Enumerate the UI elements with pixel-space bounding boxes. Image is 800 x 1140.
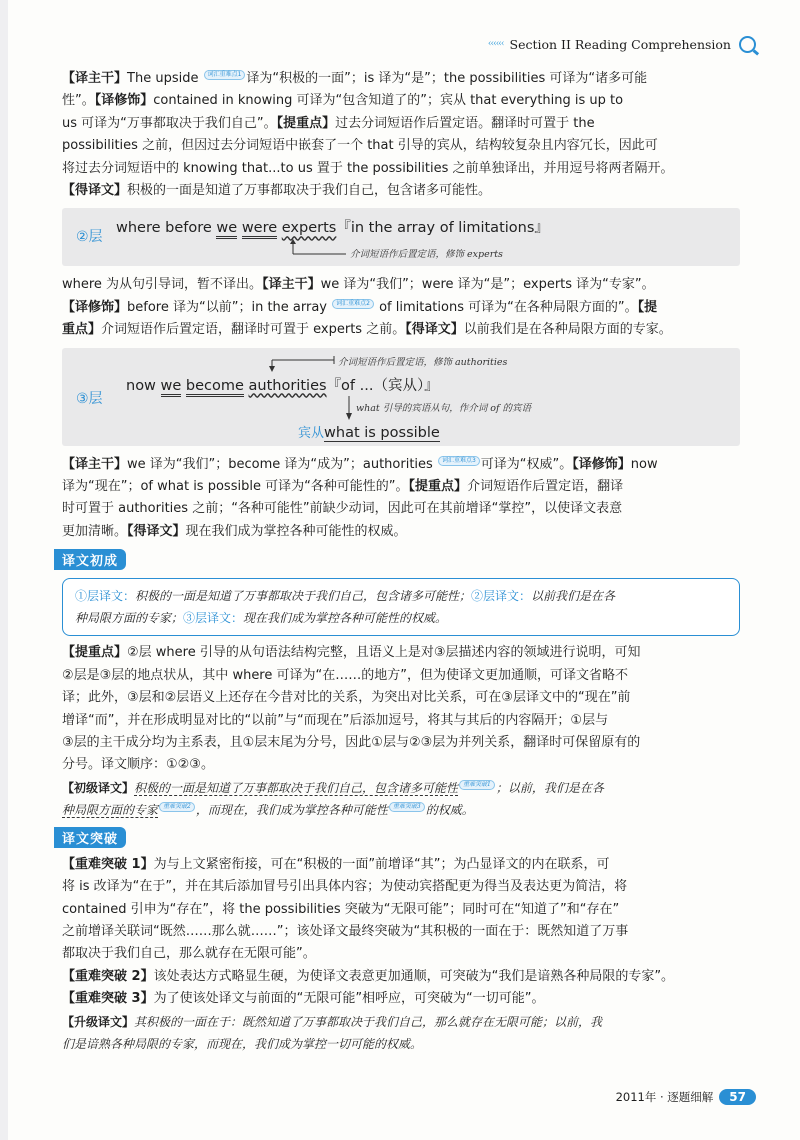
arrow-icon (268, 354, 338, 374)
layer-label: ③层 (76, 390, 103, 407)
sentence-diagram-layer-3 (62, 348, 740, 446)
diagram-sentence: now we become authorities『of ...（宾从）』 (126, 374, 439, 395)
diagram-sentence: where before we were experts『in the array of limitations』 (116, 216, 549, 237)
section-title: Section II Reading Comprehension (509, 36, 731, 52)
diagram-note: 介词短语作后置定语，修饰 experts (350, 249, 503, 261)
page-content (62, 68, 740, 1055)
object-clause: 宾从what is possible (298, 424, 440, 441)
analysis-layer-3: 【译主干】we 译为“我们”；become 译为“成为”；authorities 词汇重难点3 可译为“权威”。【译修饰】now 译为“现在”；of what is possible 可译为“各种可能性的”。【提重点】介词短语作后置定语，翻译 时可置于 authorities 之前；“各种可能性”前缺少动词，因此可在其前增译“掌控”，以使译文表意 更加清晰。【得译文】现在我们成为掌控各种可能性的权威。 (62, 456, 658, 539)
breakthrough-tag: 重难突破3 (389, 802, 425, 812)
page-number: 57 (719, 1089, 756, 1105)
vocab-tag: 词汇重难点1 (204, 70, 246, 80)
magnifier-icon (739, 36, 756, 53)
diagram-note-middle: what 引导的宾语从句，作介词 of 的宾语 (356, 402, 532, 414)
breakthrough-paragraph: 【重难突破 1】为与上文紧密衔接，可在“积极的一面”前增译“其”；为凸显译文的内在联系，可 将 is 改译为“在于”，并在其后添加冒号引出具体内容；为使动宾搭配更为得当及表达更为简洁，将 contained 引申为“存在”，将 the possibilities 突破为“无限可能”；同时可在“知道了”和“存在” 之前增译关联词“既然……那么就……”；该处译文最终突破为“其积极的一面在于：既然知道了万事 都取决于我们自己，那么就存在无限可能”。 【重难突破 2】该处表达方式略显生硬，为使译文表意更加通顺，可突破为“我们是谙熟各种局限的专家”。 【重难突破 3】为了使该处译文与前面的“无限可能”相呼应，可突破为“一切可能”。 【升级译文】其积极的一面在于：既然知道了万事都取决于我们自己，那么就存在无限可能；以前，我 们是谙熟各种局限的专家，而现在，我们成为掌控一切可能的权威。 (62, 856, 675, 1051)
breakthrough-tag: 重难突破2 (159, 802, 195, 812)
vocab-tag: 词汇重难点2 (332, 299, 374, 309)
analysis-layer-2: where 为从句引导词，暂不译出。【译主干】we 译为“我们”；were 译为“是”；experts 译为“专家”。 【译修饰】before 译为“以前”；in the array 词汇重难点2 of limitations 可译为“在各种局限方面的”。【提 重点】介词短语作后置定语，翻译时可置于 experts 之前。【得译文】以前我们是在各种局限方面的专家。 (62, 277, 672, 338)
section-heading-breakthrough: 译文突破 (54, 827, 126, 848)
arrow-icon (344, 396, 354, 422)
diagram-note-top: 介词短语作后置定语，修饰 authorities (338, 356, 508, 368)
sentence-diagram-layer-2 (62, 208, 740, 266)
page-footer (616, 1089, 756, 1105)
page-edge (0, 0, 8, 1140)
arrow-icon (288, 238, 348, 260)
layer-label: ②层 (76, 229, 103, 246)
key-points-paragraph: 【提重点】②层 where 引导的从句语法结构完整，且语义上是对③层描述内容的领域进行说明，可知 ②层是③层的地点状从，其中 where 可译为“在……的地方”，但为使译文更加通顺，可译文省略不 译；此外，③层和②层语义上还存在今昔对比的关系，为突出对比关系，可在③层译文中的“现在”前 增译“而”，并在形成明显对比的“以前”与“而现在”后添加逗号，将其与其后的内容隔开；①层与 ③层的主干成分均为主系表，且①层末尾为分号，因此①层与②③层为并列关系，翻译时可保留原有的 分号。译文顺序：①②③。 【初级译文】积极的一面是知道了万事都取决于我们自己，包含诸多可能性 重难突破1 ；以前，我们是在各 种局限方面的专家 重难突破2 ，而现在，我们成为掌控各种可能性 重难突破3 的权威。 (62, 645, 641, 817)
chevron-decoration-icon: ‹‹‹‹‹‹ (487, 39, 504, 49)
draft-translation-box: ①层译文：积极的一面是知道了万事都取决于我们自己，包含诸多可能性；②层译文：以前我们是在各 种局限方面的专家；③层译文：现在我们成为掌控各种可能性的权威。 (62, 578, 740, 636)
footer-label: 2011年 · 逐题细解 (615, 1090, 714, 1104)
section-heading-draft: 译文初成 (54, 549, 126, 570)
vocab-tag: 词汇重难点3 (438, 456, 480, 466)
breakthrough-tag: 重难突破1 (459, 780, 495, 790)
running-header (488, 34, 756, 54)
analysis-layer-1: 【译主干】The upside 词汇重难点1 译为“积极的一面”；is 译为“是”；the possibilities 可译为“诸多可能 性”。【译修饰】contained in knowing 可译为“包含知道了的”；宾从 that everything is up to us 可译为“万事都取决于我们自己”。【提重点】过去分词短语作后置定语。翻译时可置于 the possibilities 之前，但因过去分词短语中嵌套了一个 that 引导的宾从，结构较复杂且内容冗长，因此可 将过去分词短语中的 knowing that...to us 置于 the possibilities 之前单独译出，并用逗号将两者隔开。 【得译文】积极的一面是知道了万事都取决于我们自己，包含诸多可能性。 (62, 71, 674, 199)
